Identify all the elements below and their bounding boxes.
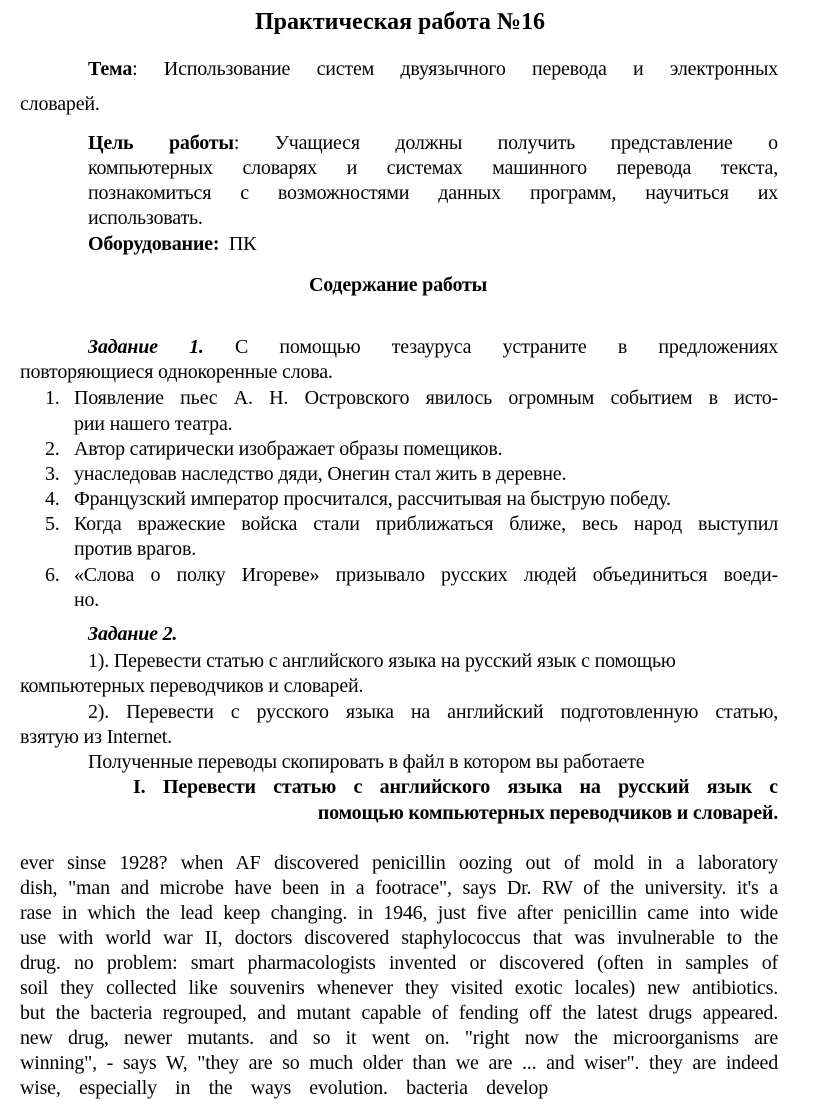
article-line: wise, especially in the ways evolution. bacteria develop — [20, 1077, 548, 1099]
task1-label: Задание 1. — [88, 336, 204, 358]
article-line: new drug, newer mutants. and so it went on. "right now the microorganisms are — [20, 1027, 778, 1049]
article-line: use with world war II, doctors discovered staphylococcus that was invulnerable to the — [20, 927, 778, 949]
goal-text-4: использовать. — [88, 207, 203, 229]
article-line: soil they collected like souvenirs whenever they visited exotic locales) new antibiotics. — [20, 977, 778, 999]
section-heading: Перевести статью с английского языка на русский язык с — [163, 776, 778, 798]
article-line: drug. no problem: smart pharmacologists invented or discovered (often in samples of — [20, 952, 778, 974]
list-item: Французский император просчитался, рассчитывая на быструю победу. — [74, 488, 671, 510]
article-line: dish, "man and microbe have been in a footrace", says Dr. RW of the university. it's a — [20, 877, 778, 899]
topic-text-cont: словарей. — [20, 93, 100, 115]
topic-line — [88, 57, 778, 82]
list-item: унаследовав наследство дяди, Онегин стал жить в деревне. — [74, 463, 567, 485]
article-line: but the bacteria regrouped, and mutant capable of fending off the latest drugs appeared. — [20, 1002, 778, 1024]
page-title: Практическая работа №16 — [255, 9, 545, 35]
equipment-label: Оборудование: — [88, 233, 220, 255]
list-number: 3. — [45, 463, 60, 485]
equipment-value: ПК — [228, 233, 257, 255]
goal-text-2: компьютерных словарях и системах машинного перевода текста, — [88, 157, 778, 179]
article-line: rase in which the lead keep changing. in 1946, just five after penicillin came into wide — [20, 902, 778, 924]
list-number: 6. — [45, 564, 60, 586]
list-item: Автор сатирически изображает образы помещиков. — [74, 438, 503, 460]
list-item-cont: против врагов. — [74, 538, 196, 560]
article-line: ever sinse 1928? when AF discovered penicillin oozing out of mold in a laboratory — [20, 852, 778, 874]
goal-label: Цель работы — [88, 132, 234, 154]
topic-text: : Использование систем двуязычного перевода и электронных — [132, 58, 778, 80]
list-item-cont: рии нашего театра. — [74, 413, 233, 435]
goal-line — [88, 131, 778, 156]
topic-label: Тема — [88, 58, 133, 80]
list-item: «Слова о полку Игореве» призывало русских людей объединиться воеди- — [74, 564, 778, 586]
section-number: I. — [133, 776, 146, 798]
list-item: Появление пьес А. Н. Островского явилось огромным событием в исто- — [74, 387, 778, 409]
task2-note: Полученные переводы скопировать в файл в котором вы работаете — [88, 751, 645, 773]
list-number: 5. — [45, 513, 60, 535]
article-line: winning", - says W, "they are so much older than we are ... and wiser". they are indeed — [20, 1052, 778, 1074]
list-number: 1. — [45, 387, 60, 409]
task2-item-1: 1). Перевести статью с английского языка на русский язык с помощью — [88, 650, 676, 672]
task1-text-cont: повторяющиеся однокоренные слова. — [20, 361, 333, 383]
task2-label: Задание 2. — [88, 623, 178, 645]
equipment-line — [88, 232, 256, 257]
task1-line — [88, 335, 778, 360]
list-number: 4. — [45, 488, 60, 510]
list-item-cont: но. — [74, 589, 100, 611]
task1-text: С помощью тезауруса устраните в предложениях — [235, 336, 778, 358]
task2-item-2: 2). Перевести с русского языка на английский подготовленную статью, — [88, 701, 778, 723]
list-number: 2. — [45, 438, 60, 460]
task2-item-2-cont: взятую из Internet. — [20, 726, 172, 748]
list-item: Когда вражеские войска стали приближаться ближе, весь народ выступил — [74, 513, 778, 535]
section-heading-cont: помощью компьютерных переводчиков и словарей. — [317, 802, 778, 824]
goal-text-3: познакомиться с возможностями данных программ, научиться их — [88, 182, 778, 204]
task2-item-1-cont: компьютерных переводчиков и словарей. — [20, 675, 364, 697]
content-heading: Содержание работы — [308, 274, 488, 296]
goal-text: : Учащиеся должны получить представление о — [233, 132, 778, 154]
